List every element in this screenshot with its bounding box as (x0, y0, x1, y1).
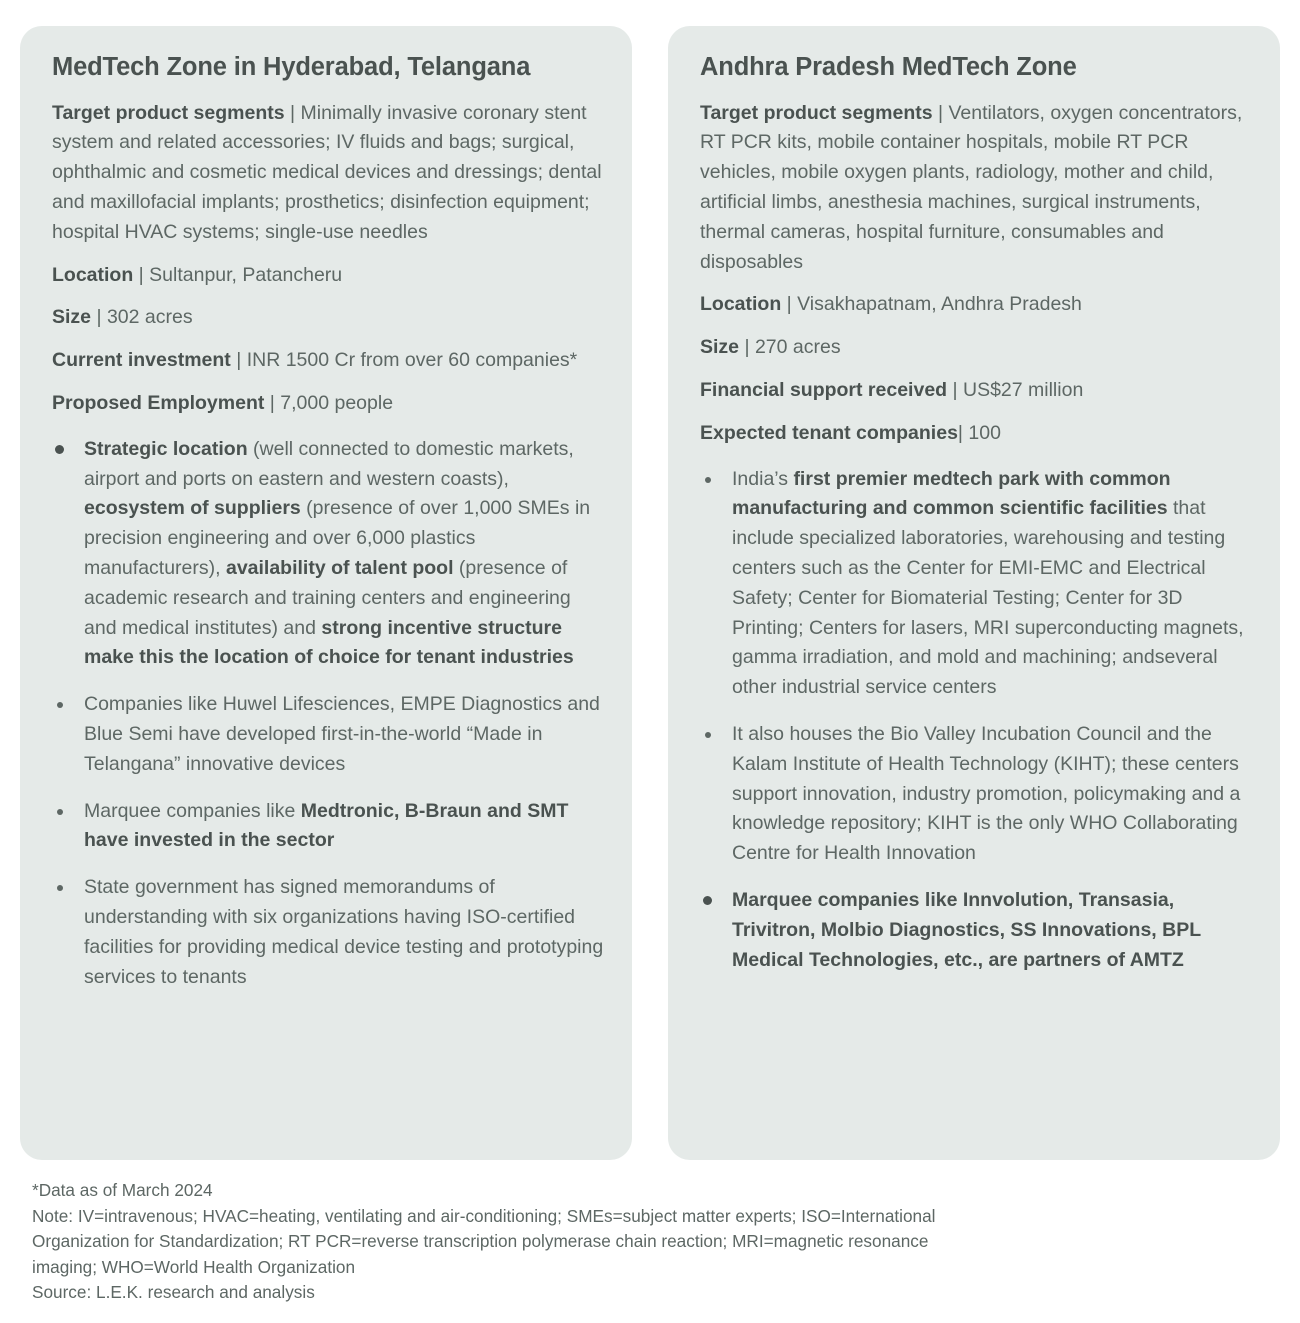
fact-separator: | (781, 293, 798, 316)
fact-value: Ventilators, oxygen concentrators, RT PCR kits, mobile container hospitals, mobile RT PCR vehicles, mobile oxygen plants, radiology, mother and child, artificial limbs, anesthesia machines, surgical instruments, thermal cameras, hospital furniture, consumables and disposables (700, 101, 1243, 273)
fact-row (52, 261, 604, 291)
bullet-item (700, 720, 1252, 869)
fact-separator: | (739, 336, 755, 359)
bullet-item (52, 797, 604, 857)
bullet-text: (presence of academic research and training centers and engineering and medical institutes) and (84, 556, 571, 639)
fact-label: Location (700, 293, 782, 316)
fact-label: Current investment (52, 349, 231, 372)
card-medtech-zone-hyderabad (20, 26, 632, 1160)
fact-value: 270 acres (754, 336, 841, 359)
fact-separator: | (947, 378, 963, 401)
fact-label: Expected tenant companies (700, 421, 958, 444)
fact-separator: | (957, 421, 969, 444)
fact-label: Proposed Employment (52, 391, 265, 414)
footnote-line: Organization for Standardization; RT PCR=reverse transcription polymerase chain reaction; MRI=magnetic resonance (32, 1231, 929, 1251)
fact-row (52, 389, 604, 419)
bullet-list (700, 465, 1252, 976)
fact-row (700, 290, 1252, 320)
bullet-text: (well connected to domestic markets, airport and ports on eastern and western coasts), (84, 437, 574, 490)
card-title: Andhra Pradesh MedTech Zone (700, 53, 1077, 81)
bullet-emphasis: strong incentive structure make this the location of choice for tenant industries (84, 616, 574, 669)
fact-value: US$27 million (962, 378, 1084, 401)
fact-value: Sultanpur, Patancheru (149, 263, 343, 286)
bullet-item (700, 886, 1252, 975)
fact-separator: | (230, 349, 247, 372)
fact-label: Size (700, 336, 740, 359)
footnote-line: *Data as of March 2024 (32, 1180, 213, 1200)
bullet-item (700, 465, 1252, 703)
fact-row (52, 346, 604, 376)
bullet-emphasis: ecosystem of suppliers (84, 497, 301, 520)
bullet-emphasis: first premier medtech park with common manufacturing and common scientific facilities (732, 467, 1171, 520)
fact-value: 7,000 people (280, 391, 394, 414)
fact-row (52, 303, 604, 333)
fact-label: Target product segments (52, 101, 285, 124)
fact-value: 100 (968, 421, 1001, 444)
fact-row (52, 99, 604, 248)
bullet-item (52, 435, 604, 673)
fact-list (52, 99, 604, 419)
fact-row (700, 99, 1252, 278)
bullet-text: that include specialized laboratories, warehousing and testing centers such as the Center for EMI-EMC and Electrical Safety; Center for Biomaterial Testing; Center for 3D Printing; Centers for lasers, MRI superconducting magnets, gamma irradiation, and mold and machining; andseveral other industrial service centers (732, 497, 1244, 699)
fact-separator: | (264, 391, 281, 414)
bullet-emphasis: Marquee companies like Innvolution, Transasia, Trivitron, Molbio Diagnostics, SS Innovations, BPL Medical Technologies, etc., are partners of AMTZ (732, 888, 1201, 971)
fact-value: Minimally invasive coronary stent system and related accessories; IV fluids and bags; surgical, ophthalmic and cosmetic medical devices and dressings; dental and maxillofacial implants; prosthetics; disinfection equipment; hospital HVAC systems; single-use needles (52, 101, 602, 243)
fact-separator: | (284, 101, 301, 124)
bullet-text: Marquee companies like (84, 799, 301, 822)
bullet-text: It also houses the Bio Valley Incubation Council and the Kalam Institute of Health Technology (KIHT); these centers support innovation, industry promotion, policymaking and a knowledge repository; KIHT is the only WHO Collaborating Centre for Health Innovation (732, 722, 1241, 865)
fact-row (700, 333, 1252, 363)
fact-separator: | (932, 101, 949, 124)
bullet-text: Companies like Huwel Lifesciences, EMPE Diagnostics and Blue Semi have developed first-in-the-world “Made in Telangana” innovative devices (84, 693, 600, 775)
fact-list (700, 99, 1252, 449)
fact-label: Location (52, 263, 134, 286)
fact-separator: | (133, 263, 150, 286)
footnote-line: Source: L.E.K. research and analysis (32, 1282, 315, 1302)
bullet-text: State government has signed memorandums of understanding with six organizations having ISO-certified facilities for providing medical device testing and prototyping services to tenants (84, 876, 604, 988)
bullet-emphasis: Medtronic, B-Braun and SMT have invested in the sector (84, 799, 569, 852)
footnote-line: imaging; WHO=World Health Organization (32, 1256, 356, 1277)
bullet-item (52, 873, 604, 992)
card-title: MedTech Zone in Hyderabad, Telangana (52, 53, 531, 81)
fact-value: INR 1500 Cr from over 60 companies* (246, 349, 578, 372)
footnote-line: Note: IV=intravenous; HVAC=heating, ventilating and air-conditioning; SMEs=subject matter experts; ISO=International (32, 1205, 936, 1226)
bullet-item (52, 690, 604, 779)
bullet-list (52, 435, 604, 993)
fact-value: 302 acres (106, 306, 193, 329)
bullet-text: India’s (732, 467, 794, 490)
fact-value: Visakhapatnam, Andhra Pradesh (797, 293, 1082, 316)
fact-label: Size (52, 306, 92, 329)
fact-row (700, 376, 1252, 406)
fact-label: Target product segments (700, 101, 933, 124)
footnotes (32, 1178, 1280, 1306)
fact-label: Financial support received (700, 378, 948, 401)
bullet-text: (presence of over 1,000 SMEs in precision engineering and over 6,000 plastics manufacturers), (84, 497, 591, 579)
card-andhra-pradesh-medtech-zone (668, 26, 1280, 1160)
cards-container (20, 26, 1280, 1160)
fact-row (700, 419, 1252, 449)
bullet-emphasis: availability of talent pool (225, 556, 454, 579)
fact-separator: | (91, 306, 107, 329)
bullet-emphasis: Strategic location (84, 437, 248, 460)
